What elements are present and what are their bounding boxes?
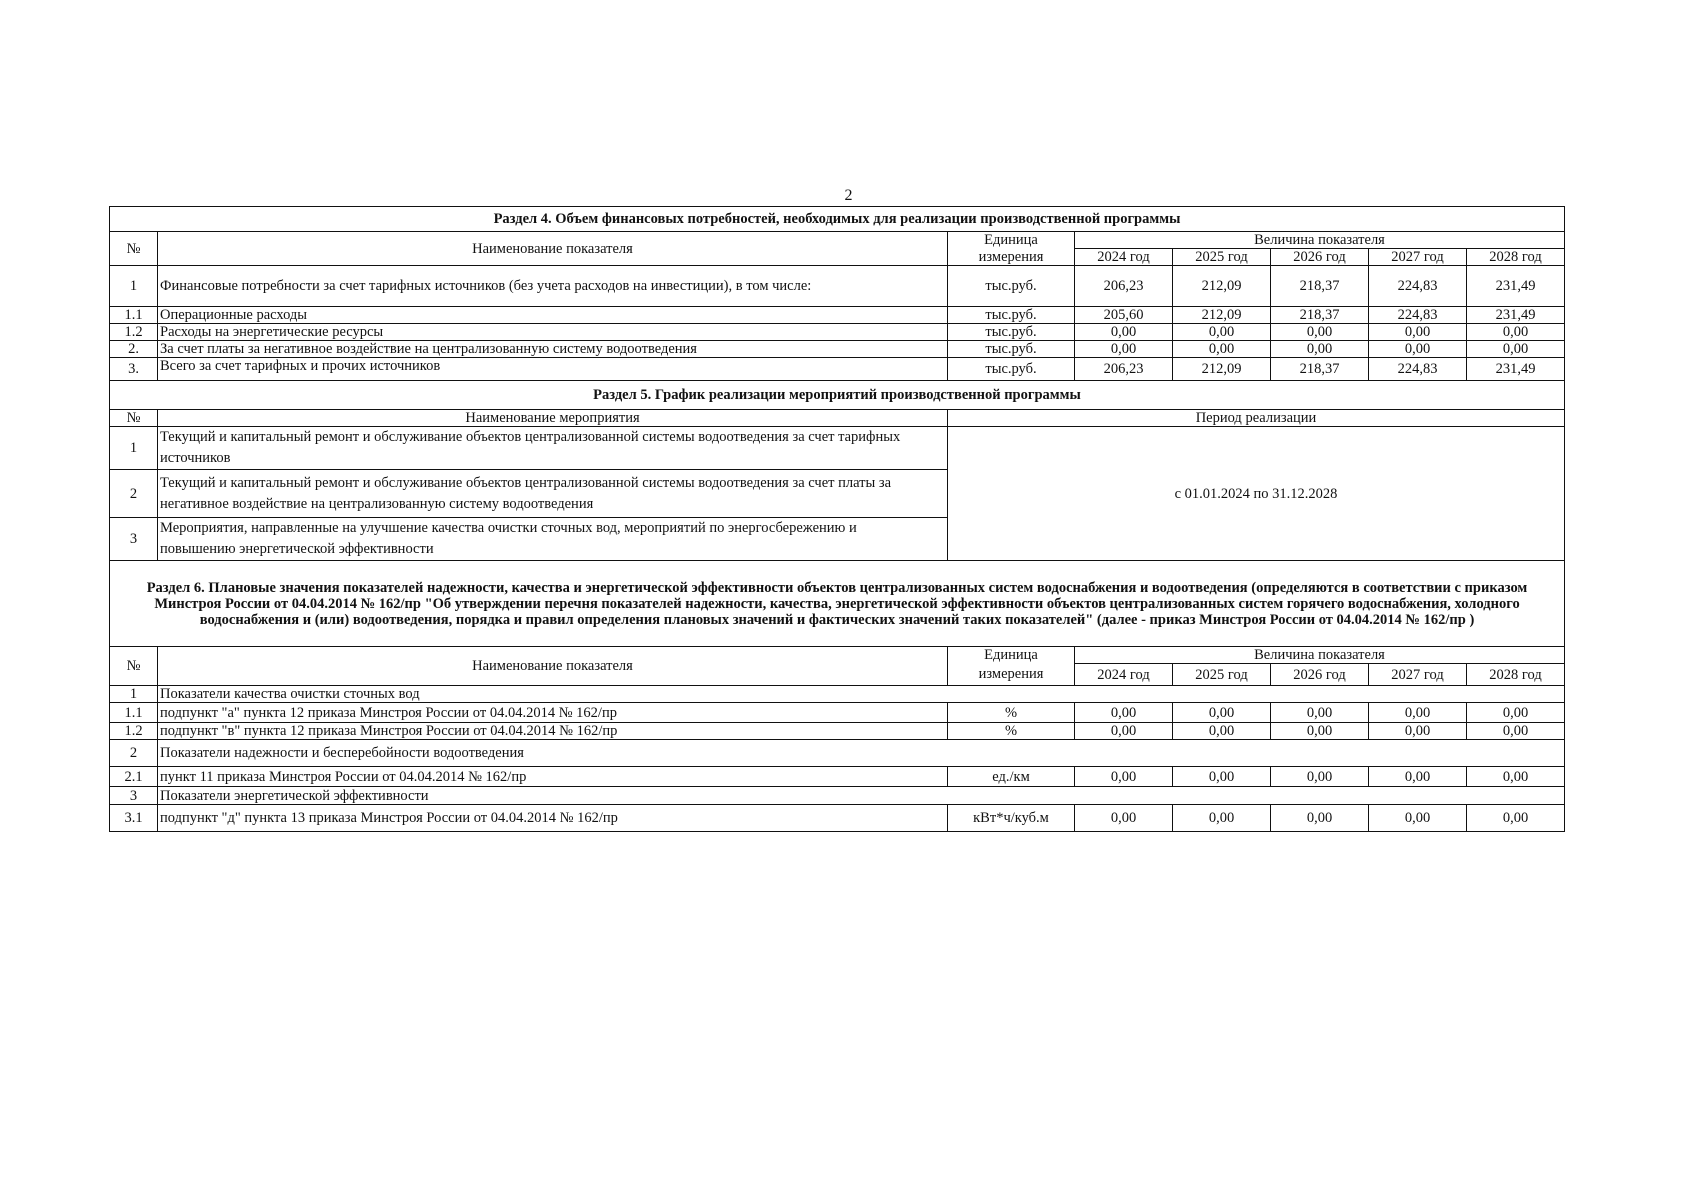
row-name: Всего за счет тарифных и прочих источников	[158, 358, 948, 381]
row-value: 0,00	[1369, 341, 1467, 358]
row-value: 206,23	[1075, 358, 1173, 381]
table-row	[110, 341, 1565, 358]
row-value: 0,00	[1271, 341, 1369, 358]
row-value: 231,49	[1467, 307, 1565, 324]
row-value: 0,00	[1369, 703, 1467, 723]
row-num: 3	[110, 518, 158, 561]
row-value: 0,00	[1467, 324, 1565, 341]
section6-header-value: Величина показателя	[1075, 647, 1565, 664]
row-name: Текущий и капитальный ремонт и обслуживание объектов централизованной системы водоотведения за счет платы за негативное воздействие на централизованную систему водоотведения	[158, 470, 948, 518]
section5-header-num: №	[110, 410, 158, 427]
row-value: 0,00	[1271, 324, 1369, 341]
row-num: 1.1	[110, 307, 158, 324]
row-num: 2	[110, 740, 158, 767]
row-value: 0,00	[1075, 324, 1173, 341]
row-num: 1	[110, 266, 158, 307]
page-number: 2	[844, 187, 853, 204]
row-name: Показатели надежности и бесперебойности водоотведения	[158, 740, 1565, 767]
row-name: Операционные расходы	[158, 307, 948, 324]
section6-title: Раздел 6. Плановые значения показателей надежности, качества и энергетической эффективности объектов централизованных систем водоснабжения и водоотведения (определяются в соответствии с приказом Минстроя России от 04.04.2014 № 162/пр "Об утверждении перечня показателей надежности, качества, энергетической эффективности объектов централизованных систем горячего водоснабжения, холодного водоснабжения и (или) водоотведения, порядка и правил определения плановых значений и фактических значений таких показателей" (далее - приказ Минстроя России от 04.04.2014 № 162/пр )	[110, 561, 1565, 647]
section4-header-unit-line1: Единица	[948, 232, 1075, 249]
row-value: 0,00	[1075, 723, 1173, 740]
row-value: 231,49	[1467, 358, 1565, 381]
table-row	[110, 740, 1565, 767]
row-num: 1.1	[110, 703, 158, 723]
section6-header-year: 2027 год	[1369, 664, 1467, 686]
row-value: 0,00	[1369, 767, 1467, 787]
row-unit: %	[948, 723, 1075, 740]
section6-header-year: 2024 год	[1075, 664, 1173, 686]
section5-header-period: Период реализации	[948, 410, 1565, 427]
row-num: 3.1	[110, 805, 158, 832]
section6-header-num: №	[110, 647, 158, 686]
row-unit: тыс.руб.	[948, 358, 1075, 381]
row-num: 1.2	[110, 324, 158, 341]
row-value: 0,00	[1173, 767, 1271, 787]
section4-header-year: 2028 год	[1467, 249, 1565, 266]
section6-header-year: 2028 год	[1467, 664, 1565, 686]
row-value: 206,23	[1075, 266, 1173, 307]
section4-title: Раздел 4. Объем финансовых потребностей, необходимых для реализации производственной программы	[110, 207, 1565, 232]
section6-header-name: Наименование показателя	[158, 647, 948, 686]
row-value: 0,00	[1467, 723, 1565, 740]
row-name: пункт 11 приказа Минстроя России от 04.04.2014 № 162/пр	[158, 767, 948, 787]
row-name: Мероприятия, направленные на улучшение качества очистки сточных вод, мероприятий по энергосбережению и повышению энергетической эффективности	[158, 518, 948, 561]
row-num: 1.2	[110, 723, 158, 740]
row-name: Финансовые потребности за счет тарифных источников (без учета расходов на инвестиции), в том числе:	[158, 266, 948, 307]
row-value: 0,00	[1271, 767, 1369, 787]
row-unit: ед./км	[948, 767, 1075, 787]
row-num: 2	[110, 470, 158, 518]
section4-header-name: Наименование показателя	[158, 232, 948, 266]
row-value: 205,60	[1075, 307, 1173, 324]
row-value: 0,00	[1271, 723, 1369, 740]
table-row	[110, 266, 1565, 307]
row-value: 0,00	[1369, 324, 1467, 341]
row-unit: тыс.руб.	[948, 341, 1075, 358]
row-unit: %	[948, 703, 1075, 723]
row-unit: кВт*ч/куб.м	[948, 805, 1075, 832]
row-value: 0,00	[1173, 723, 1271, 740]
row-value: 0,00	[1173, 805, 1271, 832]
row-value: 0,00	[1369, 723, 1467, 740]
table-row	[110, 307, 1565, 324]
row-value: 0,00	[1467, 703, 1565, 723]
row-value: 0,00	[1173, 324, 1271, 341]
section4-header-year: 2025 год	[1173, 249, 1271, 266]
row-value: 0,00	[1467, 341, 1565, 358]
row-unit: тыс.руб.	[948, 324, 1075, 341]
row-value: 212,09	[1173, 266, 1271, 307]
row-name: За счет платы за негативное воздействие на централизованную систему водоотведения	[158, 341, 948, 358]
table-row	[110, 805, 1565, 832]
section6-title-row	[110, 561, 1565, 647]
row-value: 224,83	[1369, 266, 1467, 307]
row-value: 218,37	[1271, 266, 1369, 307]
financial-program-table	[109, 206, 1565, 832]
row-name: Показатели качества очистки сточных вод	[158, 686, 1565, 703]
row-num: 3	[110, 787, 158, 805]
row-name: Показатели энергетической эффективности	[158, 787, 1565, 805]
row-num: 1	[110, 427, 158, 470]
section6-header-unit-line1: Единица	[948, 647, 1075, 664]
row-value: 218,37	[1271, 307, 1369, 324]
row-value: 224,83	[1369, 358, 1467, 381]
row-value: 0,00	[1075, 805, 1173, 832]
table-row	[110, 427, 1565, 470]
table-row	[110, 358, 1565, 381]
section4-header-unit-line2: измерения	[948, 249, 1075, 266]
row-value: 231,49	[1467, 266, 1565, 307]
row-value: 212,09	[1173, 358, 1271, 381]
section4-header-year: 2026 год	[1271, 249, 1369, 266]
section5-title-row	[110, 381, 1565, 410]
section4-header-row-1	[110, 232, 1565, 249]
row-value: 0,00	[1075, 341, 1173, 358]
table-row	[110, 686, 1565, 703]
row-value: 0,00	[1467, 767, 1565, 787]
row-value: 212,09	[1173, 307, 1271, 324]
row-name: Текущий и капитальный ремонт и обслуживание объектов централизованной системы водоотведения за счет тарифных источников	[158, 427, 948, 470]
row-num: 2.	[110, 341, 158, 358]
table-row	[110, 767, 1565, 787]
row-value: 0,00	[1075, 703, 1173, 723]
row-value: 224,83	[1369, 307, 1467, 324]
row-value: 0,00	[1271, 805, 1369, 832]
section5-header-name: Наименование мероприятия	[158, 410, 948, 427]
table-row	[110, 787, 1565, 805]
row-name: подпункт "д" пункта 13 приказа Минстроя России от 04.04.2014 № 162/пр	[158, 805, 948, 832]
section6-header-unit-line2: измерения	[948, 664, 1075, 686]
section4-title-row	[110, 207, 1565, 232]
table-row	[110, 324, 1565, 341]
section4-header-year: 2027 год	[1369, 249, 1467, 266]
section5-title: Раздел 5. График реализации мероприятий производственной программы	[110, 381, 1565, 410]
row-value: 0,00	[1271, 703, 1369, 723]
row-name: подпункт "в" пункта 12 приказа Минстроя России от 04.04.2014 № 162/пр	[158, 723, 948, 740]
row-name: Расходы на энергетические ресурсы	[158, 324, 948, 341]
section6-header-row-1	[110, 647, 1565, 664]
row-value: 0,00	[1173, 341, 1271, 358]
row-num: 2.1	[110, 767, 158, 787]
section4-header-num: №	[110, 232, 158, 266]
row-value: 0,00	[1075, 767, 1173, 787]
section5-header-row	[110, 410, 1565, 427]
row-value: 0,00	[1467, 805, 1565, 832]
section4-header-year: 2024 год	[1075, 249, 1173, 266]
row-unit: тыс.руб.	[948, 307, 1075, 324]
table-row	[110, 703, 1565, 723]
row-unit: тыс.руб.	[948, 266, 1075, 307]
row-num: 3.	[110, 358, 158, 381]
section6-header-year: 2026 год	[1271, 664, 1369, 686]
row-value: 0,00	[1369, 805, 1467, 832]
row-value: 218,37	[1271, 358, 1369, 381]
row-name: подпункт "а" пункта 12 приказа Минстроя России от 04.04.2014 № 162/пр	[158, 703, 948, 723]
section6-header-year: 2025 год	[1173, 664, 1271, 686]
section4-header-value: Величина показателя	[1075, 232, 1565, 249]
period-value: с 01.01.2024 по 31.12.2028	[948, 427, 1565, 561]
table-row	[110, 723, 1565, 740]
row-value: 0,00	[1173, 703, 1271, 723]
row-num: 1	[110, 686, 158, 703]
